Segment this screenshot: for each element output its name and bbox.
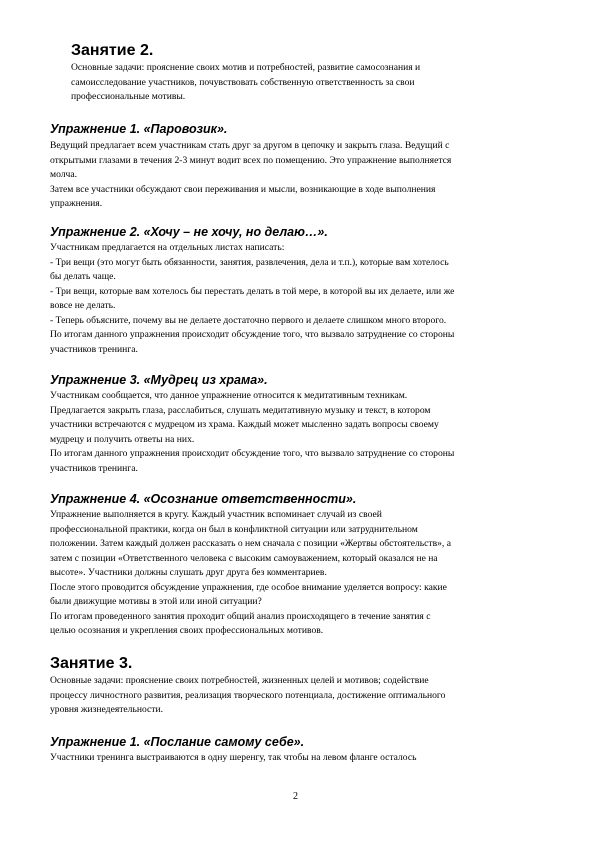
exercise-3-text xyxy=(50,389,454,476)
text-line: бы делать чаще. xyxy=(50,271,116,282)
exercise-3-heading: Упражнение 3. «Мудрец из храма». xyxy=(50,373,268,387)
text-line: открытыми глазами в течения 2-3 минут водит всех по помещению. Это упражнение выполняется xyxy=(50,154,452,166)
exercise-2-text xyxy=(50,241,454,357)
text-line: профессиональной практики, когда он был в конфликтной ситуации или затруднительном xyxy=(50,523,418,535)
text-line: По итогам данного упражнения происходит обсуждение того, что вызвало затруднение со стороны xyxy=(50,448,455,459)
text-line: По итогам проведенного занятия проходит общий анализ происходящего в течение занятия с xyxy=(50,610,431,622)
text-line: молча. xyxy=(50,169,78,180)
text-line: - Теперь объясните, почему вы не делаете достаточно первого и делаете слишком много второго. xyxy=(50,314,447,326)
text-line: мудрецу и получить ответы на них. xyxy=(50,433,195,445)
text-line: профессиональные мотивы. xyxy=(71,91,186,102)
text-line: - Три вещи, которые вам хотелось бы перестать делать в той мере, в которой вы их делаете, или же xyxy=(50,285,455,297)
text-line: высоте». Участники должны слушать друг друга без комментариев. xyxy=(50,567,327,578)
text-line: положении. Затем каждый должен рассказать о нем сначала с позиции «Жертвы обстоятельств», а xyxy=(50,538,451,549)
exercise-5-text xyxy=(50,751,416,766)
text-line: затем с позиции «Ответственного человека с высоким самоуважением, который оказался не на xyxy=(50,552,438,564)
text-line: участников тренинга. xyxy=(50,343,138,355)
text-line: Участникам предлагается на отдельных листах написать: xyxy=(50,242,285,253)
exercise-1-heading: Упражнение 1. «Паровозик». xyxy=(50,122,228,136)
text-line: Участники тренинга выстраиваются в одну шеренгу, так чтобы на левом фланге осталось xyxy=(50,752,417,763)
text-line: Основные задачи: прояснение своих мотив и потребностей, развитие самосознания и xyxy=(71,62,421,73)
text-line: Предлагается закрыть глаза, расслабиться, слушать медитативную музыку и текст, в котором xyxy=(50,404,431,416)
text-line: самоисследование участников, почувствовать собственную ответственность за свои xyxy=(71,76,415,88)
session-3-heading: Занятие 3. xyxy=(50,655,133,672)
text-line: Участникам сообщается, что данное упражнение относится к медитативным техникам. xyxy=(50,390,408,401)
text-line: процессу личностного развития, реализация творческого потенциала, достижение оптимального xyxy=(50,689,446,701)
session-2-heading: Занятие 2. xyxy=(71,42,154,59)
text-line: участники встречаются с мудрецом из храма. Каждый может мысленно задать вопросы своему xyxy=(50,419,439,430)
exercise-4-heading: Упражнение 4. «Осознание ответственности». xyxy=(50,492,357,506)
exercise-2-heading: Упражнение 2. «Хочу – не хочу, но делаю…». xyxy=(50,225,328,239)
text-line: уровня жизнедеятельности. xyxy=(50,704,164,715)
text-line: После этого проводится обсуждение упражнения, где особое внимание уделяется вопросу: какие xyxy=(50,581,447,593)
text-line: целью осознания и укрепления своих профессиональных мотивов. xyxy=(50,625,324,636)
text-line: - Три вещи (это могут быть обязанности, занятия, развлечения, дела и т.п.), которые вам хотелось xyxy=(50,256,449,268)
session-3-goals xyxy=(50,674,445,718)
text-line: упражнения. xyxy=(50,198,103,209)
text-line: были движущие мотивы в этой или иной ситуации? xyxy=(50,596,262,607)
text-line: Основные задачи: прояснение своих потребностей, жизненных целей и мотивов; содействие xyxy=(50,675,429,686)
text-line: участников тренинга. xyxy=(50,462,138,474)
exercise-1-text xyxy=(50,139,451,212)
text-line: Затем все участники обсуждают свои переживания и мысли, возникающие в ходе выполнения xyxy=(50,183,436,195)
text-line: Ведущий предлагает всем участникам стать друг за другом в цепочку и закрыть глаза. Ведущий с xyxy=(50,140,450,151)
exercise-4-text xyxy=(50,508,451,639)
page-number: 2 xyxy=(293,791,298,802)
exercise-5-heading: Упражнение 1. «Послание самому себе». xyxy=(50,735,305,749)
session-2-goals xyxy=(71,61,420,105)
text-line: По итогам данного упражнения происходит обсуждение того, что вызвало затруднение со стороны xyxy=(50,329,455,340)
text-line: вовсе не делать. xyxy=(50,300,116,311)
text-line: Упражнение выполняется в кругу. Каждый участник вспоминает случай из своей xyxy=(50,509,382,520)
